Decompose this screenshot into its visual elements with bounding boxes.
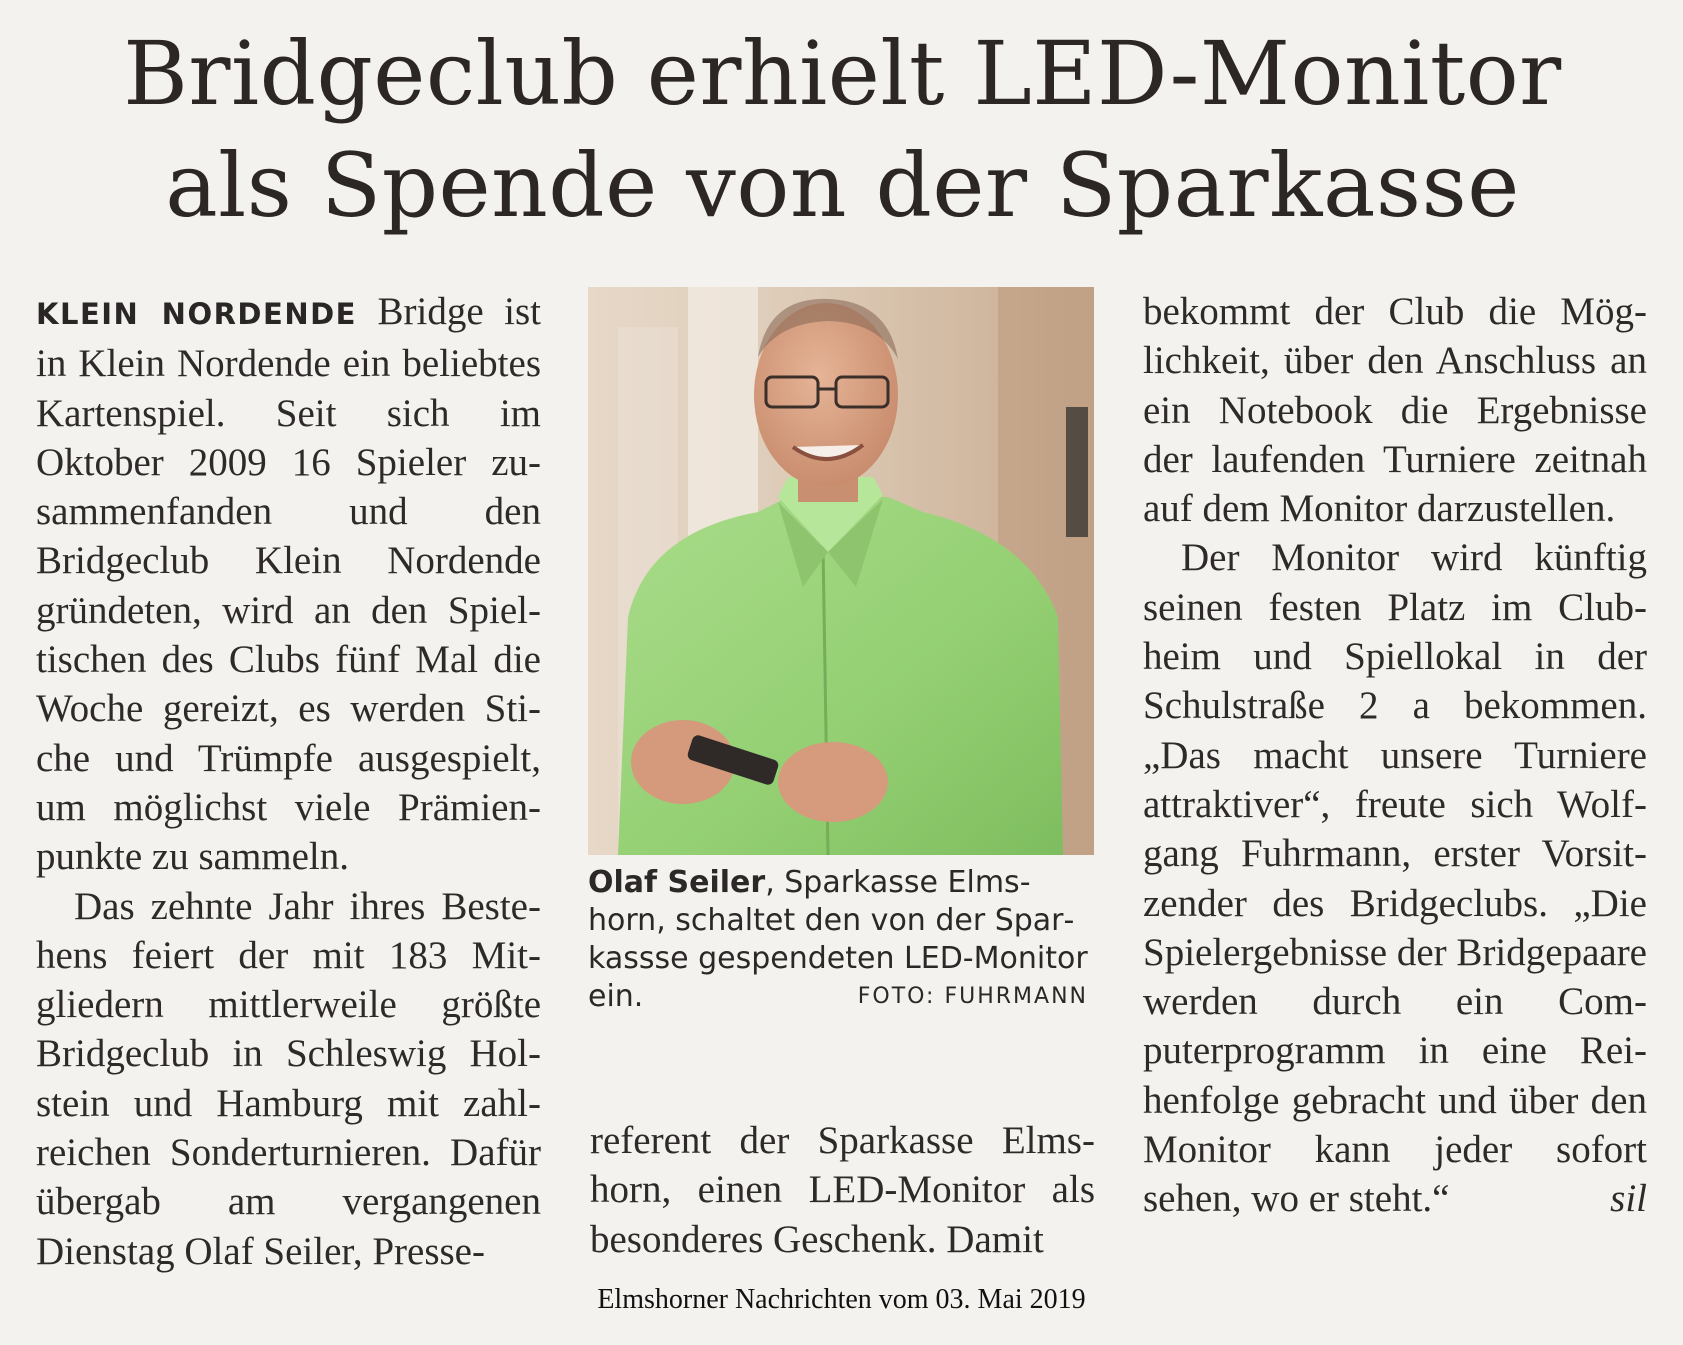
paragraph-1	[36, 287, 541, 882]
article-column-1	[36, 287, 541, 1276]
paragraph-3	[1143, 533, 1647, 1223]
article-column-2	[590, 1116, 1095, 1264]
photo-credit: FOTO: FUHRMANN	[857, 984, 1088, 1009]
photo-caption	[588, 864, 1088, 1016]
right-hand	[778, 742, 888, 822]
article-photo	[588, 287, 1094, 855]
dateline: KLEIN NORDENDE	[36, 297, 357, 331]
paragraph-2-part-1: Das zehnte Jahr ihres Bestehens feiert der mit 183 Mitgliedern mittlerweile größte Bridgeclub in Schleswig Holstein und Hamburg mit zahlreichen Sonderturnieren. Dafür übergab am vergangenen Dienstag Olaf Seiler, Presse-	[36, 884, 541, 1273]
headline	[60, 18, 1625, 242]
paragraph-1-text: Bridge ist in Klein Nordende ein beliebtes Kartenspiel. Seit sich im Oktober 2009 16 Spieler zusammenfanden und den Bridgeclub Klein Nordende gründeten, wird an den Spieltischen des Clubs fünf Mal die Woche gereizt, es werden Stiche und Trümpfe ausgespielt, um möglichst viele Prämienpunkte zu sammeln.	[36, 290, 541, 879]
headline-line-2: als Spende von der Sparkasse	[165, 134, 1520, 237]
paragraph-2-part-2: referent der Sparkasse Elmshorn, einen LED-Monitor als besonderes Geschenk. Damit	[590, 1119, 1095, 1261]
author-signature: sil	[1610, 1177, 1647, 1221]
paragraph-3-text: Der Monitor wird künftig seinen festen Platz im Clubheim und Spiellokal in der Schulstraße 2 a bekommen. „Das macht unsere Turniere attraktiver“, freute sich Wolfgang Fuhrmann, erster Vorsitzender des Bridgeclubs. „Die Spielergebnisse der Bridgepaare werden durch ein Computerprogramm in eine Reihenfolge gebracht und über den Monitor kann jeder sofort sehen, wo er steht.“	[1143, 536, 1647, 1221]
caption-text: , Sparkasse Elmshorn, schaltet den von der Sparkassse gespendeten LED-Monitor ein.	[588, 865, 1088, 1014]
caption-name: Olaf Seiler	[588, 865, 766, 900]
source-line: Elmshorner Nachrichten vom 03. Mai 2019	[597, 1284, 1086, 1315]
paragraph-2-part-3: bekommt der Club die Möglichkeit, über den Anschluss an ein Notebook die Ergebnisse der laufenden Turniere zeitnah auf dem Monitor darzustellen.	[1143, 290, 1647, 531]
headline-line-1: Bridgeclub erhielt LED-Monitor	[123, 22, 1562, 125]
article-column-3	[1143, 287, 1647, 1224]
